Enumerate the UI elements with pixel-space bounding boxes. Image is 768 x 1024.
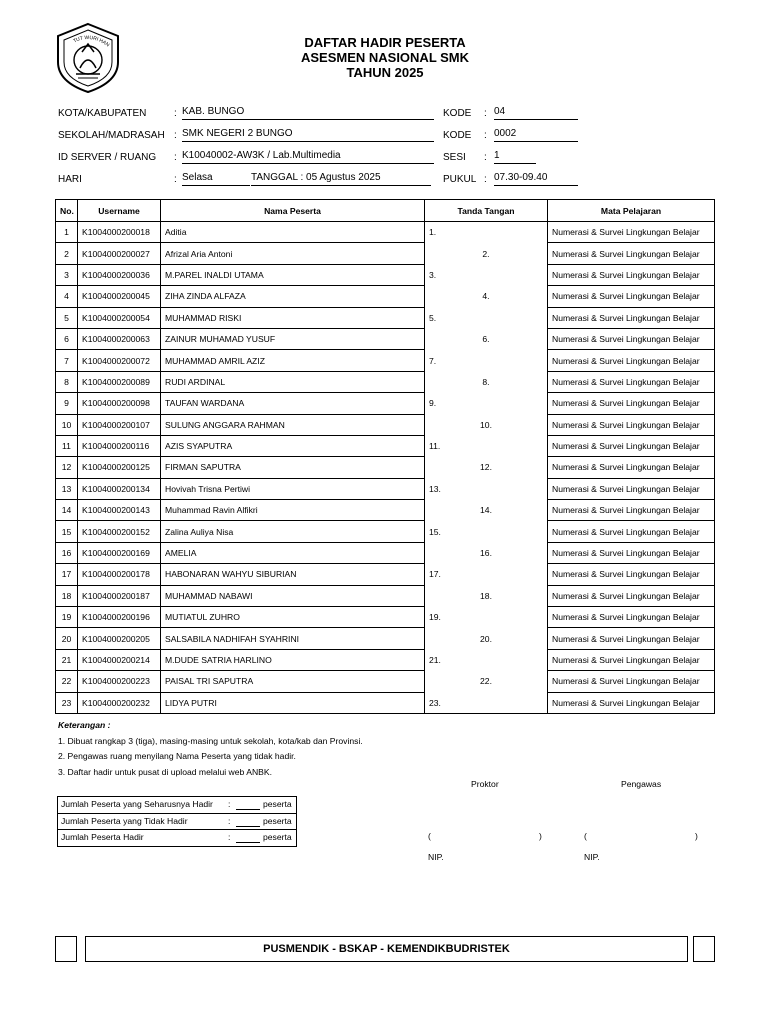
- row-signature-slot[interactable]: 20.: [425, 628, 548, 649]
- row-no: 13: [56, 478, 78, 499]
- summary-unit: peserta: [263, 832, 292, 842]
- row-subject: Numerasi & Survei Lingkungan Belajar: [548, 564, 715, 585]
- row-no: 10: [56, 414, 78, 435]
- row-name: ZAINUR MUHAMAD YUSUF: [161, 328, 425, 349]
- row-no: 22: [56, 671, 78, 692]
- row-signature-slot[interactable]: 16.: [425, 542, 548, 563]
- row-signature-slot[interactable]: 4.: [425, 286, 548, 307]
- kota-value: KAB. BUNGO: [182, 106, 434, 120]
- row-name: Zalina Auliya Nisa: [161, 521, 425, 542]
- footer-right-box: [693, 936, 715, 962]
- row-signature-slot[interactable]: 8.: [425, 371, 548, 392]
- header-no: No.: [56, 200, 78, 222]
- pengawas-name-close: ): [695, 831, 698, 841]
- row-no: 8: [56, 371, 78, 392]
- colon: :: [228, 799, 231, 809]
- notes-heading: Keterangan :: [58, 720, 111, 730]
- table-row: [56, 328, 715, 349]
- table-row: [56, 478, 715, 499]
- row-no: 14: [56, 500, 78, 521]
- table-row: [56, 414, 715, 435]
- footer-left-box: [55, 936, 77, 962]
- row-subject: Numerasi & Survei Lingkungan Belajar: [548, 414, 715, 435]
- row-no: 2: [56, 243, 78, 264]
- row-username: K1004000200187: [78, 585, 161, 606]
- kode1-label: KODE: [443, 108, 472, 119]
- row-name: PAISAL TRI SAPUTRA: [161, 671, 425, 692]
- colon: :: [174, 108, 177, 119]
- row-no: 20: [56, 628, 78, 649]
- row-name: M.DUDE SATRIA HARLINO: [161, 649, 425, 670]
- row-name: MUHAMMAD NABAWI: [161, 585, 425, 606]
- row-name: MUTIATUL ZUHRO: [161, 607, 425, 628]
- row-username: K1004000200152: [78, 521, 161, 542]
- kode2-label: KODE: [443, 130, 472, 141]
- row-signature-slot[interactable]: 18.: [425, 585, 548, 606]
- table-row: [56, 649, 715, 670]
- summary-row: [58, 797, 296, 813]
- row-name: SALSABILA NADHIFAH SYAHRINI: [161, 628, 425, 649]
- row-name: M.PAREL INALDI UTAMA: [161, 264, 425, 285]
- sekolah-value: SMK NEGERI 2 BUNGO: [182, 128, 434, 142]
- row-no: 5: [56, 307, 78, 328]
- row-signature-slot[interactable]: 2.: [425, 243, 548, 264]
- row-name: LIDYA PUTRI: [161, 692, 425, 713]
- table-row: [56, 243, 715, 264]
- row-username: K1004000200223: [78, 671, 161, 692]
- title-line-2: ASESMEN NASIONAL SMK: [300, 50, 470, 65]
- row-subject: Numerasi & Survei Lingkungan Belajar: [548, 286, 715, 307]
- row-signature-slot[interactable]: 13.: [425, 478, 548, 499]
- table-row: [56, 222, 715, 243]
- table-row: [56, 393, 715, 414]
- table-row: [56, 671, 715, 692]
- row-subject: Numerasi & Survei Lingkungan Belajar: [548, 500, 715, 521]
- row-username: K1004000200018: [78, 222, 161, 243]
- row-no: 11: [56, 435, 78, 456]
- table-row: [56, 264, 715, 285]
- pengawas-label: Pengawas: [621, 779, 662, 789]
- row-subject: Numerasi & Survei Lingkungan Belajar: [548, 607, 715, 628]
- row-no: 17: [56, 564, 78, 585]
- row-no: 3: [56, 264, 78, 285]
- pukul-value: 07.30-09.40: [494, 172, 578, 186]
- attendance-table: [55, 199, 715, 714]
- row-name: SULUNG ANGGARA RAHMAN: [161, 414, 425, 435]
- row-username: K1004000200045: [78, 286, 161, 307]
- row-username: K1004000200036: [78, 264, 161, 285]
- row-subject: Numerasi & Survei Lingkungan Belajar: [548, 328, 715, 349]
- table-row: [56, 350, 715, 371]
- summary-unit: peserta: [263, 815, 292, 826]
- row-signature-slot[interactable]: 22.: [425, 671, 548, 692]
- row-signature-slot[interactable]: 10.: [425, 414, 548, 435]
- proktor-name-close: ): [539, 831, 542, 841]
- row-username: K1004000200143: [78, 500, 161, 521]
- row-subject: Numerasi & Survei Lingkungan Belajar: [548, 649, 715, 670]
- summary-label: Jumlah Peserta yang Seharusnya Hadir: [61, 799, 213, 809]
- summary-blank-field[interactable]: [236, 816, 260, 827]
- row-name: AMELIA: [161, 542, 425, 563]
- row-subject: Numerasi & Survei Lingkungan Belajar: [548, 307, 715, 328]
- row-name: ZIHA ZINDA ALFAZA: [161, 286, 425, 307]
- row-username: K1004000200205: [78, 628, 161, 649]
- pengawas-nip: NIP.: [584, 852, 600, 862]
- row-signature-slot[interactable]: 11.: [425, 435, 548, 456]
- row-name: AZIS SYAPUTRA: [161, 435, 425, 456]
- tut-wuri-handayani-logo: [52, 22, 124, 94]
- summary-blank-field[interactable]: [236, 832, 260, 843]
- row-username: K1004000200214: [78, 649, 161, 670]
- summary-row: [58, 829, 296, 846]
- row-subject: Numerasi & Survei Lingkungan Belajar: [548, 371, 715, 392]
- row-username: K1004000200125: [78, 457, 161, 478]
- row-name: TAUFAN WARDANA: [161, 393, 425, 414]
- table-row: [56, 435, 715, 456]
- notes: [58, 718, 363, 780]
- row-signature-slot[interactable]: 17.: [425, 564, 548, 585]
- summary-unit: peserta: [263, 799, 292, 809]
- note-item: 1. Dibuat rangkap 3 (tiga), masing-masing untuk sekolah, kota/kab dan Provinsi.: [58, 735, 363, 746]
- row-subject: Numerasi & Survei Lingkungan Belajar: [548, 264, 715, 285]
- row-no: 15: [56, 521, 78, 542]
- table-row: [56, 521, 715, 542]
- row-username: K1004000200178: [78, 564, 161, 585]
- row-subject: Numerasi & Survei Lingkungan Belajar: [548, 585, 715, 606]
- note-item: 3. Daftar hadir untuk pusat di upload melalui web ANBK.: [58, 766, 273, 777]
- summary-label: Jumlah Peserta yang Tidak Hadir: [61, 815, 188, 826]
- table-row: [56, 286, 715, 307]
- row-subject: Numerasi & Survei Lingkungan Belajar: [548, 478, 715, 499]
- sesi-label: SESI: [443, 152, 466, 163]
- kode2-value: 0002: [494, 128, 578, 142]
- header-nama: Nama Peserta: [161, 200, 425, 222]
- row-name: Hovivah Trisna Pertiwi: [161, 478, 425, 499]
- row-name: Aditia: [161, 222, 425, 243]
- row-name: MUHAMMAD AMRIL AZIZ: [161, 350, 425, 371]
- row-no: 18: [56, 585, 78, 606]
- row-subject: Numerasi & Survei Lingkungan Belajar: [548, 350, 715, 371]
- proktor-nip: NIP.: [428, 852, 444, 862]
- row-username: K1004000200232: [78, 692, 161, 713]
- row-subject: Numerasi & Survei Lingkungan Belajar: [548, 692, 715, 713]
- row-username: K1004000200027: [78, 243, 161, 264]
- row-signature-slot[interactable]: 5.: [425, 307, 548, 328]
- row-signature-slot[interactable]: 14.: [425, 500, 548, 521]
- row-username: K1004000200169: [78, 542, 161, 563]
- server-label: ID SERVER / RUANG: [58, 152, 157, 163]
- row-name: MUHAMMAD RISKI: [161, 307, 425, 328]
- colon: :: [174, 174, 177, 185]
- summary-box: [57, 796, 297, 847]
- colon: :: [484, 152, 487, 163]
- proktor-label: Proktor: [471, 779, 499, 789]
- colon: :: [484, 174, 487, 185]
- row-name: FIRMAN SAPUTRA: [161, 457, 425, 478]
- row-no: 9: [56, 393, 78, 414]
- header-mata-pelajaran: Mata Pelajaran: [548, 200, 715, 222]
- row-signature-slot[interactable]: 19.: [425, 607, 548, 628]
- kota-label: KOTA/KABUPATEN: [58, 108, 147, 119]
- sesi-value: 1: [494, 150, 536, 164]
- row-subject: Numerasi & Survei Lingkungan Belajar: [548, 222, 715, 243]
- row-username: K1004000200072: [78, 350, 161, 371]
- hari-label: HARI: [58, 174, 82, 185]
- row-no: 21: [56, 649, 78, 670]
- row-name: Afrizal Aria Antoni: [161, 243, 425, 264]
- table-row: [56, 500, 715, 521]
- row-no: 23: [56, 692, 78, 713]
- row-subject: Numerasi & Survei Lingkungan Belajar: [548, 628, 715, 649]
- row-signature-slot[interactable]: 7.: [425, 350, 548, 371]
- row-subject: Numerasi & Survei Lingkungan Belajar: [548, 457, 715, 478]
- hari-value: Selasa: [182, 172, 250, 186]
- colon: :: [174, 152, 177, 163]
- summary-blank-field[interactable]: [236, 799, 260, 810]
- table-row: [56, 307, 715, 328]
- row-name: HABONARAN WAHYU SIBURIAN: [161, 564, 425, 585]
- row-signature-slot[interactable]: 6.: [425, 328, 548, 349]
- pukul-label: PUKUL: [443, 174, 477, 185]
- row-subject: Numerasi & Survei Lingkungan Belajar: [548, 393, 715, 414]
- table-row: [56, 607, 715, 628]
- row-signature-slot[interactable]: 23.: [425, 692, 548, 713]
- row-no: 19: [56, 607, 78, 628]
- header-tanda-tangan: Tanda Tangan: [425, 200, 548, 222]
- table-row: [56, 564, 715, 585]
- row-username: K1004000200196: [78, 607, 161, 628]
- title-line-1: DAFTAR HADIR PESERTA: [304, 35, 466, 50]
- table-row: [56, 371, 715, 392]
- colon: :: [174, 130, 177, 141]
- summary-row: [58, 813, 296, 830]
- table-row: [56, 542, 715, 563]
- row-no: 12: [56, 457, 78, 478]
- table-row: [56, 457, 715, 478]
- row-signature-slot[interactable]: 15.: [425, 521, 548, 542]
- row-signature-slot[interactable]: 3.: [425, 264, 548, 285]
- row-signature-slot[interactable]: 21.: [425, 649, 548, 670]
- table-header-row: [56, 200, 715, 222]
- server-value: K10040002-AW3K / Lab.Multimedia: [182, 150, 434, 164]
- colon: :: [484, 130, 487, 141]
- proktor-name-open: (: [428, 831, 431, 841]
- sekolah-label: SEKOLAH/MADRASAH: [58, 130, 165, 141]
- row-signature-slot[interactable]: 1.: [425, 222, 548, 243]
- footer-banner: PUSMENDIK - BSKAP - KEMENDIKBUDRISTEK: [85, 936, 688, 962]
- row-no: 16: [56, 542, 78, 563]
- table-row: [56, 628, 715, 649]
- row-subject: Numerasi & Survei Lingkungan Belajar: [548, 521, 715, 542]
- row-no: 1: [56, 222, 78, 243]
- row-username: K1004000200134: [78, 478, 161, 499]
- row-signature-slot[interactable]: 12.: [425, 457, 548, 478]
- row-subject: Numerasi & Survei Lingkungan Belajar: [548, 542, 715, 563]
- table-row: [56, 585, 715, 606]
- row-username: K1004000200107: [78, 414, 161, 435]
- row-subject: Numerasi & Survei Lingkungan Belajar: [548, 671, 715, 692]
- logo-motto-text: TUT WURI HAN: [72, 34, 111, 49]
- colon: :: [484, 108, 487, 119]
- row-subject: Numerasi & Survei Lingkungan Belajar: [548, 243, 715, 264]
- row-signature-slot[interactable]: 9.: [425, 393, 548, 414]
- row-username: K1004000200116: [78, 435, 161, 456]
- colon: :: [228, 815, 231, 826]
- tanggal-value: TANGGAL : 05 Agustus 2025: [251, 172, 431, 186]
- title-line-3: TAHUN 2025: [346, 65, 424, 80]
- header-username: Username: [78, 200, 161, 222]
- colon: :: [228, 832, 231, 842]
- row-username: K1004000200063: [78, 328, 161, 349]
- kode1-value: 04: [494, 106, 578, 120]
- note-item: 2. Pengawas ruang menyilang Nama Peserta yang tidak hadir.: [58, 751, 296, 761]
- row-name: Muhammad Ravin Alfikri: [161, 500, 425, 521]
- row-username: K1004000200098: [78, 393, 161, 414]
- row-name: RUDI ARDINAL: [161, 371, 425, 392]
- row-username: K1004000200089: [78, 371, 161, 392]
- row-username: K1004000200054: [78, 307, 161, 328]
- row-no: 6: [56, 328, 78, 349]
- row-no: 4: [56, 286, 78, 307]
- table-row: [56, 692, 715, 713]
- row-subject: Numerasi & Survei Lingkungan Belajar: [548, 435, 715, 456]
- summary-label: Jumlah Peserta Hadir: [61, 832, 144, 842]
- pengawas-name-open: (: [584, 831, 587, 841]
- row-no: 7: [56, 350, 78, 371]
